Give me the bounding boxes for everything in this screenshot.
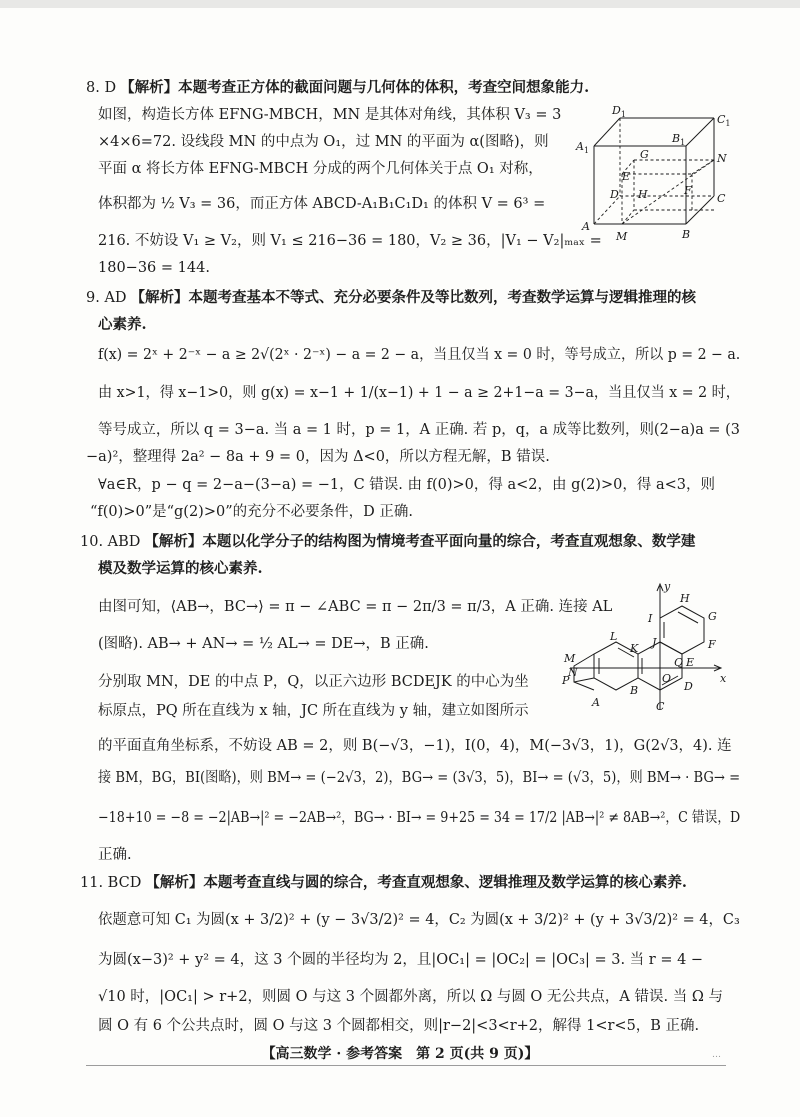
- label-B1: $B_1$: [672, 132, 686, 147]
- label-A: A: [582, 220, 590, 233]
- text-line: [98, 634, 429, 654]
- axis-y-label: y: [664, 580, 671, 593]
- label-E: E: [686, 656, 695, 669]
- text-line: [98, 910, 740, 930]
- label-G: G: [640, 148, 649, 161]
- molecule-figure: [560, 578, 732, 712]
- text-line: [98, 159, 543, 179]
- line-text: 如图，构造长方体 EFNG-MBCH，MN 是其体对角线，其体积 V₃ = 3: [98, 107, 562, 123]
- text-line: [98, 672, 529, 692]
- answer-number: 8. D: [86, 80, 117, 96]
- label-I: I: [648, 612, 653, 625]
- line-text: 由 x>1，得 x−1>0，则 g(x) = x−1 + 1/(x−1) + 1 − a ≥ 2+1−a = 3−a，当且仅当 x = 2 时，: [98, 385, 740, 401]
- label-A1: $A_1$: [576, 140, 590, 155]
- line-text: 【解析】本题考查基本不等式、充分必要条件及等比数列，考查数学运算与逻辑推理的核: [130, 289, 697, 306]
- text-line: [98, 808, 740, 828]
- text-line: [98, 475, 715, 495]
- label-D1: $D_1$: [612, 104, 626, 119]
- line-text: 分别取 MN，DE 的中点 P，Q，以正六边形 BCDEJK 的中心为坐: [98, 674, 529, 690]
- text-line: [98, 345, 740, 365]
- text-line: [98, 845, 132, 865]
- line-text: 【解析】本题考查正方体的截面问题与几何体的体积，考查空间想象能力.: [120, 79, 590, 96]
- line-text: 平面 α 将长方体 EFNG-MBCH 分成的两个几何体关于点 O₁ 对称，: [98, 161, 543, 177]
- line-text: √10 时，|OC₁| > r+2，则圆 O 与这 3 个圆都外离，所以 Ω 与圆 O 无公共点，A 错误. 当 Ω 与: [98, 989, 723, 1005]
- label-B: B: [682, 228, 691, 241]
- label-C1: $C_1$: [717, 113, 731, 128]
- label-L: L: [610, 630, 618, 643]
- label-B: B: [630, 684, 639, 697]
- line-text: 体积都为 ½ V₃ = 36，而正方体 ABCD-A₁B₁C₁D₁ 的体积 V = 6³ =: [98, 196, 546, 212]
- answer-number: 10. ABD: [80, 534, 141, 550]
- label-M: M: [564, 652, 576, 665]
- line-text: 【解析】本题以化学分子的结构图为情境考查平面向量的综合，考查直观想象、数学建: [144, 533, 696, 550]
- page-footer: 【高三数学 · 参考答案 第 2 页(共 9 页)】: [261, 1046, 539, 1062]
- text-line: [98, 987, 723, 1007]
- label-C: C: [656, 700, 665, 712]
- label-H: H: [638, 188, 648, 201]
- line-text: ∀a∈R，p − q = 2−a−(3−a) = −1，C 错误. 由 f(0)>0，得 a<2，由 g(2)>0，得 a<3，则: [98, 477, 715, 493]
- answer-number: 11. BCD: [80, 875, 142, 891]
- text-line: [98, 736, 732, 756]
- line-text: −a)²，整理得 2a² − 8a + 9 = 0，因为 Δ<0，所以方程无解，B 错误.: [86, 449, 550, 465]
- line-text: “f(0)>0”是“g(2)>0”的充分不必要条件，D 正确.: [90, 504, 413, 520]
- label-J: J: [652, 636, 657, 649]
- line-text: 正确.: [98, 847, 132, 863]
- label-E: E: [622, 170, 631, 183]
- footer-rule: [86, 1065, 726, 1066]
- cuboid-figure: [574, 98, 754, 248]
- text-line: [80, 532, 695, 552]
- label-F: F: [684, 184, 692, 197]
- text-line: [98, 383, 740, 403]
- line-text: 180−36 = 144.: [98, 260, 210, 276]
- answer-number: 9. AD: [86, 290, 127, 306]
- text-line: [90, 502, 413, 522]
- text-line: [98, 559, 263, 579]
- label-D: D: [684, 680, 693, 693]
- text-line: [98, 258, 210, 278]
- label-P: P: [562, 674, 570, 687]
- label-H: H: [680, 592, 690, 605]
- text-line: [86, 288, 696, 308]
- text-line: [98, 597, 612, 617]
- text-line: [80, 873, 687, 893]
- text-line: [98, 420, 740, 440]
- text-line: [98, 950, 703, 970]
- line-text: 由图可知，⟨AB→，BC→⟩ = π − ∠ABC = π − 2π/3 = π/3，A 正确. 连接 AL: [98, 599, 613, 615]
- label-N: N: [717, 152, 727, 165]
- label-Q: Q: [674, 656, 684, 669]
- line-text: 标原点，PQ 所在直线为 x 轴，JC 所在直线为 y 轴，建立如图所示: [98, 703, 529, 719]
- line-text: 依题意可知 C₁ 为圆(x + 3/2)² + (y − 3√3/2)² = 4，C₂ 为圆(x + 3/2)² + (y + 3√3/2)² = 4，C₃: [98, 912, 740, 928]
- text-line: [98, 231, 602, 251]
- text-line: [98, 132, 549, 152]
- text-line: [86, 78, 589, 98]
- line-text: −18+10 = −8 = −2|AB→|² = −2AB→²，BG→ · BI→ = 9+25 = 34 = 17/2 |AB→|² ≠ 8AB→²，C 错误，D: [98, 810, 741, 826]
- corner-mark: …: [712, 1050, 721, 1060]
- line-text: 【解析】本题考查直线与圆的综合，考查直观想象、逻辑推理及数学运算的核心素养.: [145, 874, 687, 891]
- label-A: A: [592, 696, 600, 709]
- label-F: F: [708, 638, 716, 651]
- axis-x-label: x: [720, 672, 727, 685]
- text-line: [86, 447, 550, 467]
- text-line: [98, 315, 147, 335]
- line-text: 的平面直角坐标系，不妨设 AB = 2，则 B(−√3，−1)，I(0，4)，M(−3√3，1)，G(2√3，4). 连: [98, 738, 732, 754]
- line-text: ×4×6=72. 设线段 MN 的中点为 O₁，过 MN 的平面为 α(图略)，则: [98, 134, 549, 150]
- label-N: N: [568, 666, 578, 679]
- label-O: O: [662, 672, 672, 685]
- line-text: 心素养.: [98, 316, 147, 333]
- text-line: [98, 194, 545, 214]
- line-text: (图略). AB→ + AN→ = ½ AL→ = DE→，B 正确.: [98, 636, 429, 652]
- label-D: D: [610, 188, 619, 201]
- line-text: 圆 O 有 6 个公共点时，圆 O 与这 3 个圆都相交，则|r−2|<3<r+2，解得 1<r<5，B 正确.: [98, 1018, 700, 1034]
- label-C: C: [717, 192, 726, 205]
- line-text: 接 BM，BG，BI(图略)，则 BM→ = (−2√3，2)，BG→ = (3√3，5)，BI→ = (√3，5)，则 BM→ · BG→ =: [98, 770, 741, 786]
- text-line: [98, 701, 529, 721]
- line-text: 模及数学运算的核心素养.: [98, 560, 263, 577]
- line-text: f(x) = 2ˣ + 2⁻ˣ − a ≥ 2√(2ˣ · 2⁻ˣ) − a = 2 − a，当且仅当 x = 0 时，等号成立，所以 p = 2 − a.: [98, 347, 741, 363]
- line-text: 216. 不妨设 V₁ ≥ V₂，则 V₁ ≤ 216−36 = 180，V₂ ≥ 36，|V₁ − V₂|ₘₐₓ =: [98, 233, 602, 249]
- text-line: [98, 768, 740, 788]
- label-G: G: [708, 610, 717, 623]
- label-K: K: [630, 642, 639, 655]
- line-text: 为圆(x−3)² + y² = 4，这 3 个圆的半径均为 2，且|OC₁| = |OC₂| = |OC₃| = 3. 当 r = 4 −: [98, 952, 704, 968]
- label-M: M: [616, 230, 628, 243]
- text-line: [98, 1016, 699, 1036]
- line-text: 等号成立，所以 q = 3−a. 当 a = 1 时，p = 1，A 正确. 若 p，q，a 成等比数列，则(2−a)a = (3: [98, 422, 740, 438]
- text-line: [98, 105, 561, 125]
